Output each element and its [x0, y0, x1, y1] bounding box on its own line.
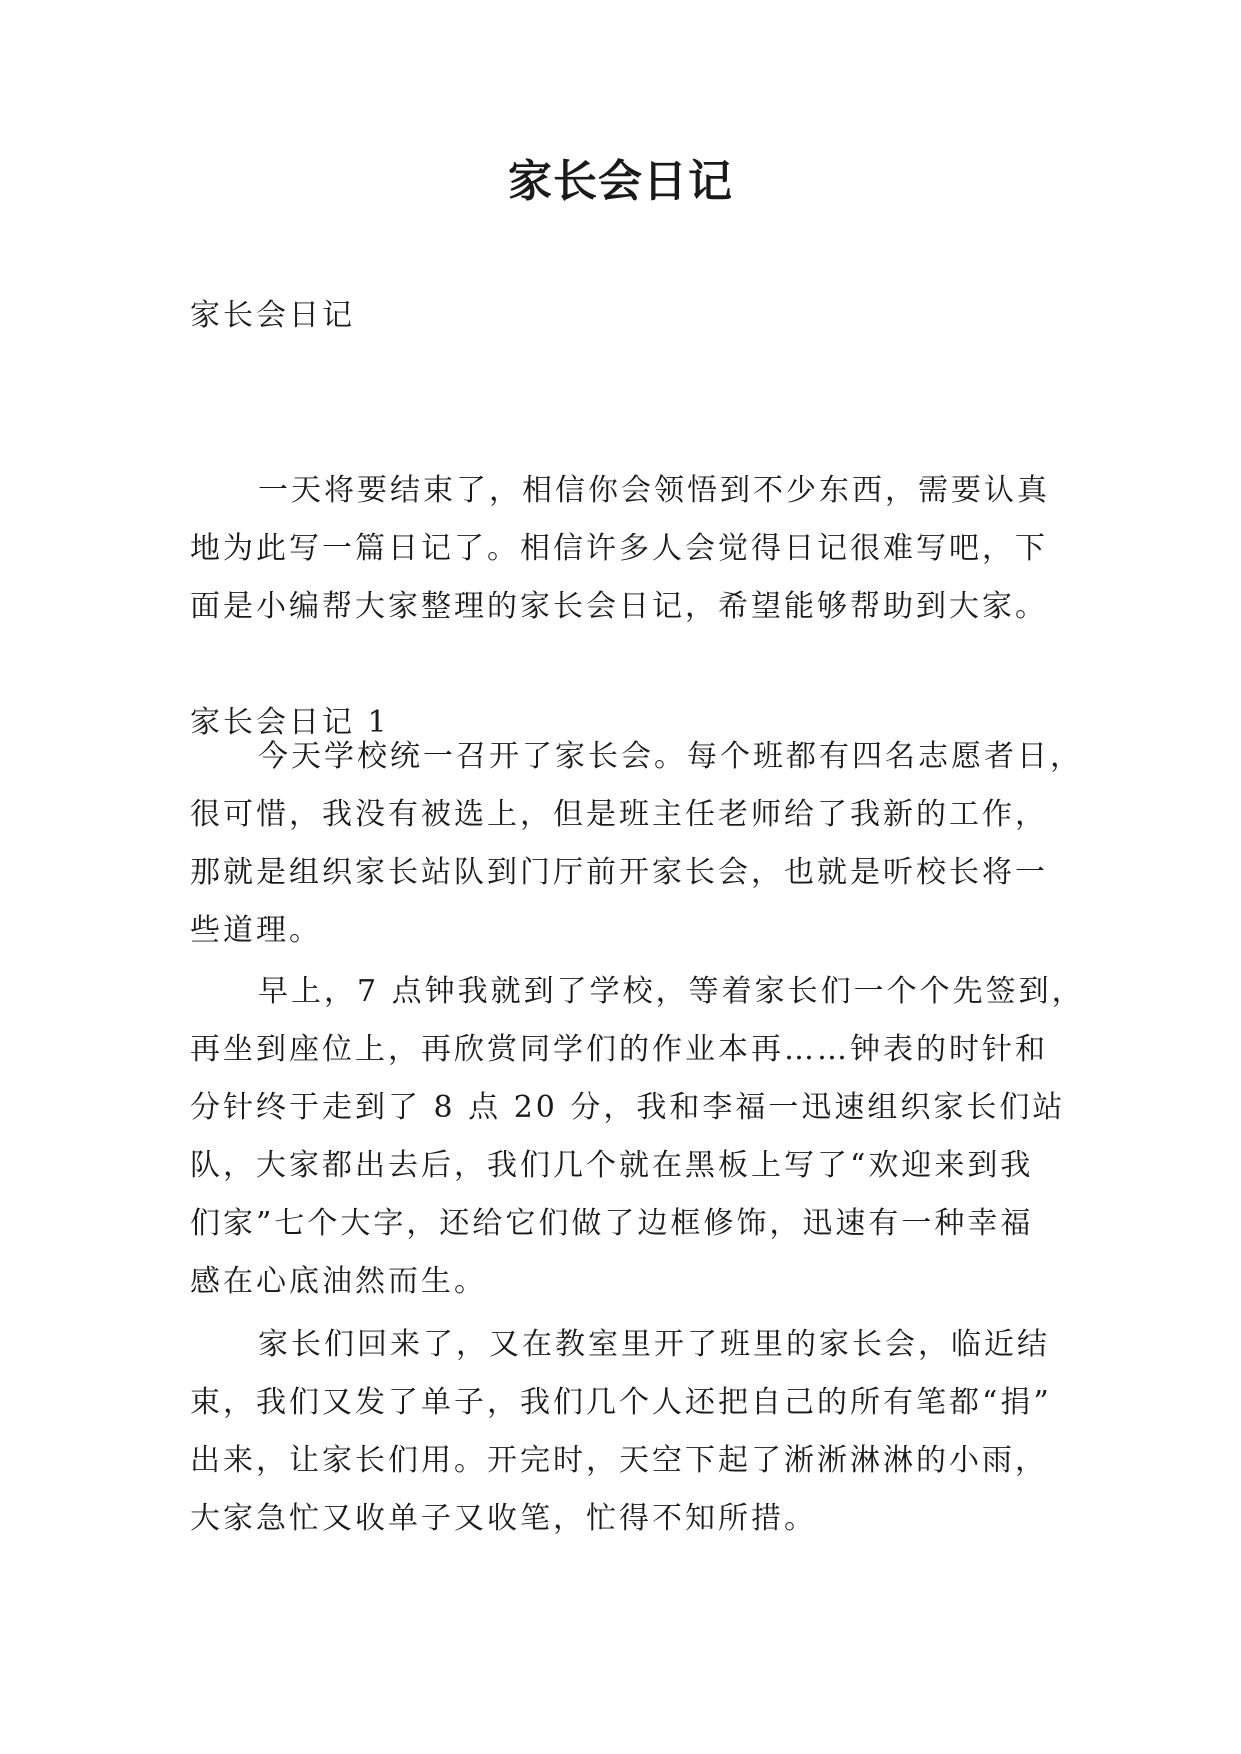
- paragraph-line: 感在心底油然而生。: [190, 1264, 487, 1299]
- paragraph-line: 再坐到座位上，再欣赏同学们的作业本再……钟表的时针和: [190, 1032, 1048, 1067]
- paragraph-3: [190, 1316, 1070, 1548]
- paragraph-line: 队，大家都出去后，我们几个就在黑板上写了“欢迎来到我: [190, 1148, 1034, 1183]
- paragraph-2: [190, 963, 1085, 1311]
- subtitle-text: 家长会日记: [190, 298, 355, 333]
- intro-paragraph: [190, 462, 1070, 636]
- paragraph-line: 分针终于走到了 8 点 20 分，我和李福一迅速组织家长们站: [190, 1090, 1066, 1125]
- paragraph-line: 大家急忙又收单子又收笔，忙得不知所措。: [190, 1501, 817, 1536]
- paragraph-line: 早上，7 点钟我就到了学校，等着家长们一个个先签到，: [258, 974, 1085, 1009]
- paragraph-1: [190, 728, 1083, 960]
- document-title: 家长会日记: [508, 156, 733, 207]
- paragraph-line: 家长们回来了，又在教室里开了班里的家长会，临近结: [258, 1327, 1050, 1362]
- paragraph-line: 些道理。: [190, 913, 322, 948]
- paragraph-line: 那就是组织家长站队到门厅前开家长会，也就是听校长将一: [190, 855, 1048, 890]
- section-heading-text: 家长会日记 1: [190, 705, 390, 740]
- document-subtitle: [190, 287, 1070, 345]
- intro-line: 地为此写一篇日记了。相信许多人会觉得日记很难写吧，下: [190, 531, 1048, 566]
- intro-line: 一天将要结束了，相信你会领悟到不少东西，需要认真: [258, 473, 1050, 508]
- paragraph-line: 束，我们又发了单子，我们几个人还把自己的所有笔都“捐”: [190, 1385, 1052, 1420]
- paragraph-line: 们家”七个大字，还给它们做了边框修饰，迅速有一种幸福: [190, 1206, 1034, 1241]
- intro-line: 面是小编帮大家整理的家长会日记，希望能够帮助到大家。: [190, 589, 1048, 624]
- paragraph-line: 很可惜，我没有被选上，但是班主任老师给了我新的工作，: [190, 797, 1048, 832]
- paragraph-line: 出来，让家长们用。开完时，天空下起了淅淅淋淋的小雨，: [190, 1443, 1048, 1478]
- paragraph-line: 今天学校统一召开了家长会。每个班都有四名志愿者日，: [258, 739, 1083, 774]
